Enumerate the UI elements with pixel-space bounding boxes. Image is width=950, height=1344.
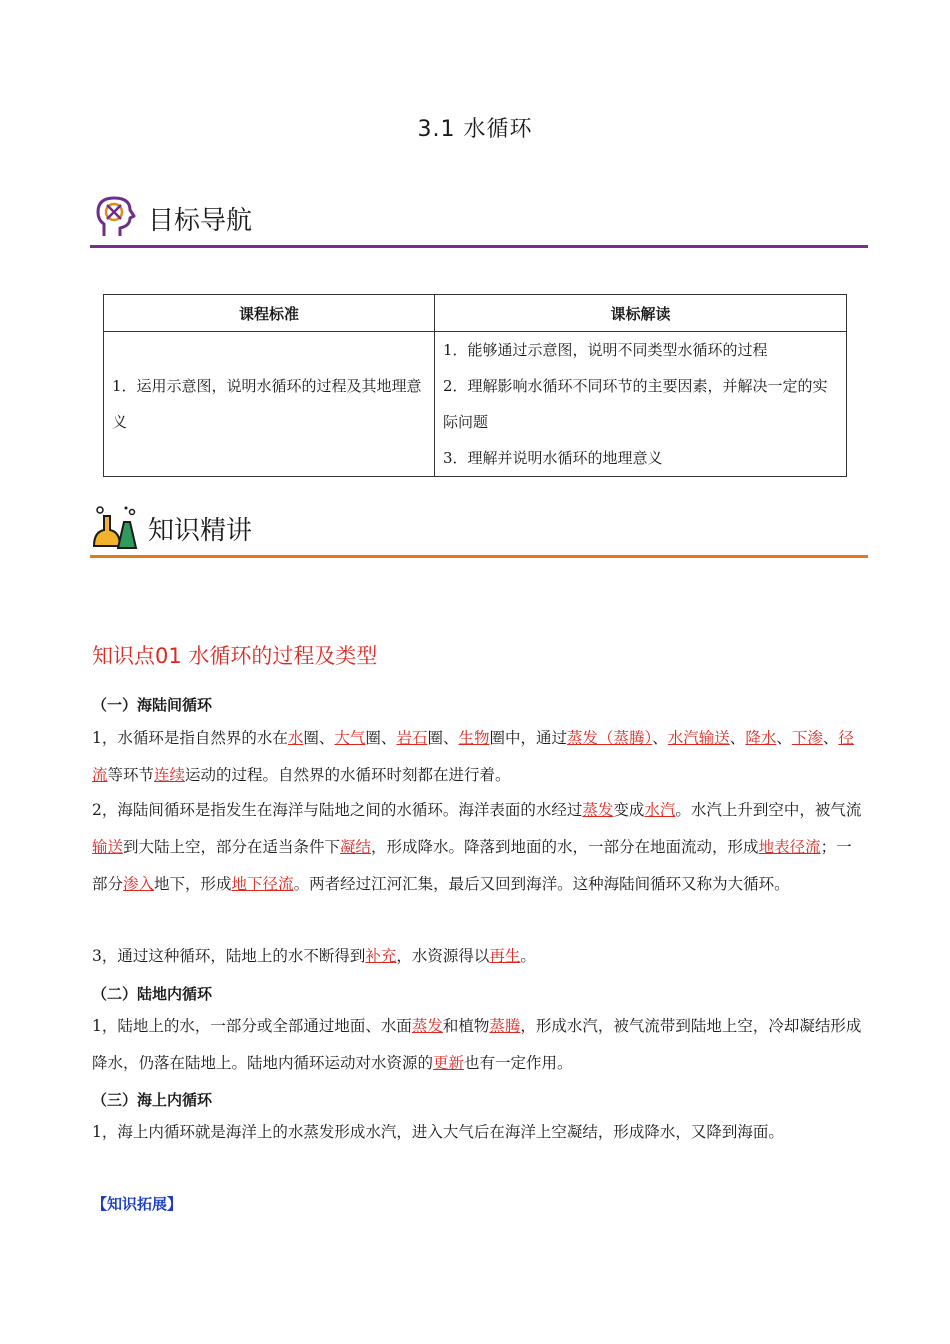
paragraph: 1，海上内循环就是海洋上的水蒸发形成水汽，进入大气后在海洋上空凝结，形成降水，又降到海面。 xyxy=(92,1123,784,1141)
standard-cell: 1．运用示意图，说明水循环的过程及其地理意义 xyxy=(104,332,435,477)
interpretation-cell xyxy=(435,332,847,477)
answer-blank: 生物 xyxy=(458,729,490,747)
text: 圈中，通过 xyxy=(489,729,567,747)
interpretation-item: 3．理解并说明水循环的地理意义 xyxy=(443,449,663,467)
paragraph xyxy=(92,938,867,975)
paragraph xyxy=(92,792,867,903)
text: 1，陆地上的水，一部分或全部通过地面、水面 xyxy=(92,1017,412,1035)
answer-blank: 水汽输送 xyxy=(667,729,730,747)
answer-blank: 蒸腾 xyxy=(489,1017,521,1035)
text: 运动的过程。自然界的水循环时刻都在进行着。 xyxy=(185,766,511,784)
section-rule xyxy=(90,245,868,248)
lab-flask-icon xyxy=(90,502,140,552)
text: 。两者经过江河汇集，最后又回到海洋。这种海陆间循环又称为大循环。 xyxy=(293,875,790,893)
text: 、 xyxy=(776,729,792,747)
answer-blank: 岩石 xyxy=(396,729,428,747)
text: 等环节 xyxy=(107,766,155,784)
answer-blank: 径流 xyxy=(92,729,854,784)
text: 1，水循环是指自然界的水在 xyxy=(92,729,288,747)
answer-blank: 地下径流 xyxy=(231,875,294,893)
head-brain-icon xyxy=(90,192,140,242)
text: 变成 xyxy=(613,801,645,819)
interpretation-item: 1．能够通过示意图，说明不同类型水循环的过程 xyxy=(443,341,768,359)
answer-blank: 水 xyxy=(287,729,304,747)
text: 、 xyxy=(729,729,746,747)
paragraph xyxy=(92,1008,867,1082)
answer-blank: 更新 xyxy=(433,1054,465,1072)
section-label: 目标导航 xyxy=(148,206,253,236)
page-title: 3.1 水循环 xyxy=(417,117,533,142)
section-rule xyxy=(90,555,868,558)
text: 圈、 xyxy=(427,729,459,747)
answer-blank: 连续 xyxy=(154,766,186,784)
answer-blank: 输送 xyxy=(92,838,124,856)
answer-blank: 蒸发 xyxy=(411,1017,443,1035)
interpretation-item: 2．理解影响水循环不同环节的主要因素，并解决一定的实际问题 xyxy=(443,377,828,431)
text: 圈、 xyxy=(365,729,397,747)
answer-blank: 补充 xyxy=(365,947,397,965)
subheading: （二）陆地内循环 xyxy=(92,985,213,1003)
text: 、 xyxy=(652,729,668,747)
answer-blank: 再生 xyxy=(489,947,521,965)
section-header-knowledge xyxy=(90,502,868,558)
text: ；一部分 xyxy=(92,838,852,893)
table-header: 课程标准 xyxy=(104,295,435,332)
knowledge-point-title: 知识点01 水循环的过程及类型 xyxy=(92,644,378,668)
answer-blank: 蒸发（蒸腾） xyxy=(567,729,653,747)
text: 圈、 xyxy=(303,729,335,747)
subheading: （三）海上内循环 xyxy=(92,1091,213,1109)
text: 2，海陆间循环是指发生在海洋与陆地之间的水循环。海洋表面的水经过 xyxy=(92,801,583,819)
subheading: （一）海陆间循环 xyxy=(92,696,213,714)
text: 3，通过这种循环，陆地上的水不断得到 xyxy=(92,947,366,965)
answer-blank: 水汽 xyxy=(644,801,676,819)
text: 。水汽上升到空中，被气流 xyxy=(675,801,862,819)
section-label: 知识精讲 xyxy=(148,516,253,546)
text: 、 xyxy=(822,729,839,747)
answer-blank: 地表径流 xyxy=(758,838,821,856)
answer-blank: 渗入 xyxy=(123,875,155,893)
answer-blank: 凝结 xyxy=(340,838,372,856)
answer-blank: 下渗 xyxy=(791,729,823,747)
answer-blank: 蒸发 xyxy=(582,801,614,819)
answer-blank: 降水 xyxy=(745,729,777,747)
answer-blank: 大气 xyxy=(334,729,366,747)
text: ，形成降水。降落到地面的水，一部分在地面流动，形成 xyxy=(371,838,759,856)
section-header-goals xyxy=(90,192,868,248)
text: ，水资源得以 xyxy=(396,947,490,965)
text: 地下，形成 xyxy=(154,875,232,893)
knowledge-extension-label: 【知识拓展】 xyxy=(92,1195,183,1213)
curriculum-table xyxy=(103,294,847,477)
text: ，形成水汽，被气流带到陆地上空，冷却凝结形成降水，仍落在陆地上。陆地内循环运动对水资源的 xyxy=(92,1017,862,1072)
text: 和植物 xyxy=(442,1017,490,1035)
paragraph xyxy=(92,720,867,794)
table-header: 课标解读 xyxy=(435,295,847,332)
text: 到大陆上空，部分在适当条件下 xyxy=(123,838,341,856)
text: 。 xyxy=(520,947,536,965)
text: 也有一定作用。 xyxy=(464,1054,573,1072)
